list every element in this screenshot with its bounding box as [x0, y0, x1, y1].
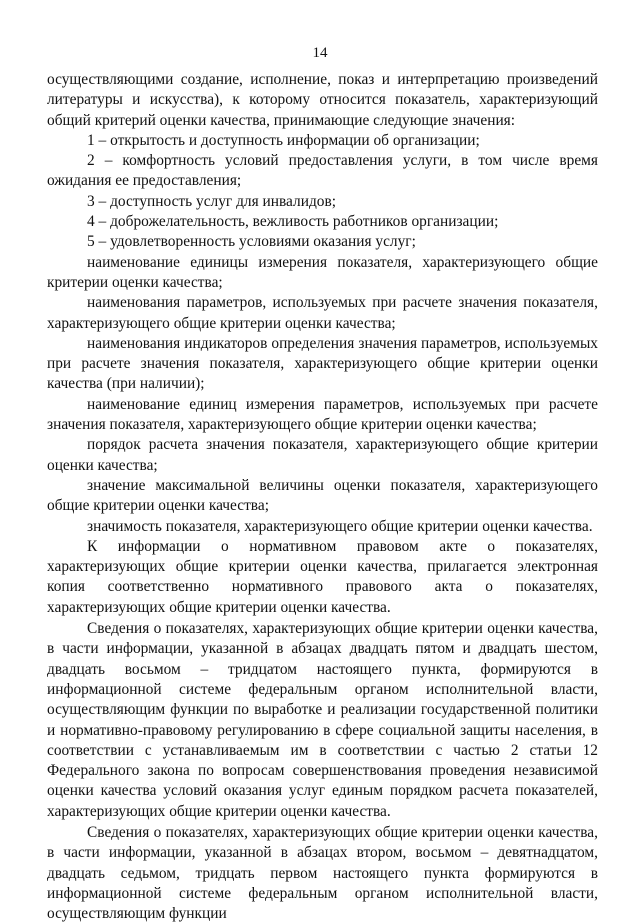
paragraph-max-value: значение максимальной величины оценки показателя, характеризующего общие критерии оценки качества;: [47, 476, 598, 515]
list-item-5: 5 – удовлетворенность условиями оказания услуг;: [87, 233, 416, 251]
page-number: 14: [312, 45, 328, 61]
list-item-2: 2 – комфортность условий предоставления услуги, в том числе время ожидания ее предоставления;: [47, 152, 598, 190]
paragraph-info-formation-1: Сведения о показателях, характеризующих общие критерии оценки качества, в части информации, указанной в абзацах двадцать пятом и двадцать шестом, двадцать восьмом – тридцатом настоящего пункта, формируются в информационной системе федеральным органом исполнительной власти, осуществляющим функции по выработке и реализации государственной политики и нормативно-правовому регулированию в сфере социальной защиты населения, в соответствии с устанавливаемым им в соответствии с частью 2 статьи 12 Федерального закона по вопросам совершенствования проведения независимой оценки качества условий оказания услуг единым порядком расчета показателей, характеризующих общие критерии оценки качества.: [47, 620, 598, 820]
body-text: [47, 70, 598, 924]
paragraph-significance: значимость показателя, характеризующего общие критерии оценки качества.: [87, 517, 593, 535]
paragraph-parameter-units: наименование единиц измерения параметров, используемых при расчете значения показателя, характеризующего общие критерии оценки качества;: [47, 395, 598, 434]
list-item-4: 4 – доброжелательность, вежливость работников организации;: [87, 213, 499, 231]
paragraph-parameter-names: наименования параметров, используемых при расчете значения показателя, характеризующего общие критерии оценки качества;: [47, 294, 598, 332]
paragraph-calculation-order: порядок расчета значения показателя, характеризующего общие критерии оценки качества;: [47, 436, 598, 474]
list-item-1: 1 – открытость и доступность информации об организации;: [87, 131, 480, 149]
paragraph-indicator-names: наименования индикаторов определения значения параметров, используемых при расчете значения показателя, характеризующего общие критерии оценки качества (при наличии);: [47, 334, 598, 393]
paragraph-legal-act: К информации о нормативном правовом акте о показателях, характеризующих общие критерии оценки качества, прилагается электронная копия соответственно нормативного правового акта о показателях, характеризующих общие критерии оценки качества.: [47, 537, 598, 616]
paragraph-info-formation-2: Сведения о показателях, характеризующих общие критерии оценки качества, в части информации, указанной в абзацах втором, восьмом – девятнадцатом, двадцать седьмом, тридцать первом настоящего пункта формируются в информационной системе федеральным органом исполнительной власти, осуществляющим функции: [47, 823, 598, 923]
list-item-3: 3 – доступность услуг для инвалидов;: [87, 192, 337, 210]
paragraph-unit-name: наименование единицы измерения показателя, характеризующего общие критерии оценки качества;: [47, 253, 598, 291]
paragraph-continuation: осуществляющими создание, исполнение, показ и интерпретацию произведений литературы и искусства), к которому относится показатель, характеризующий общий критерий оценки качества, принимающие следующие значения:: [47, 71, 598, 129]
